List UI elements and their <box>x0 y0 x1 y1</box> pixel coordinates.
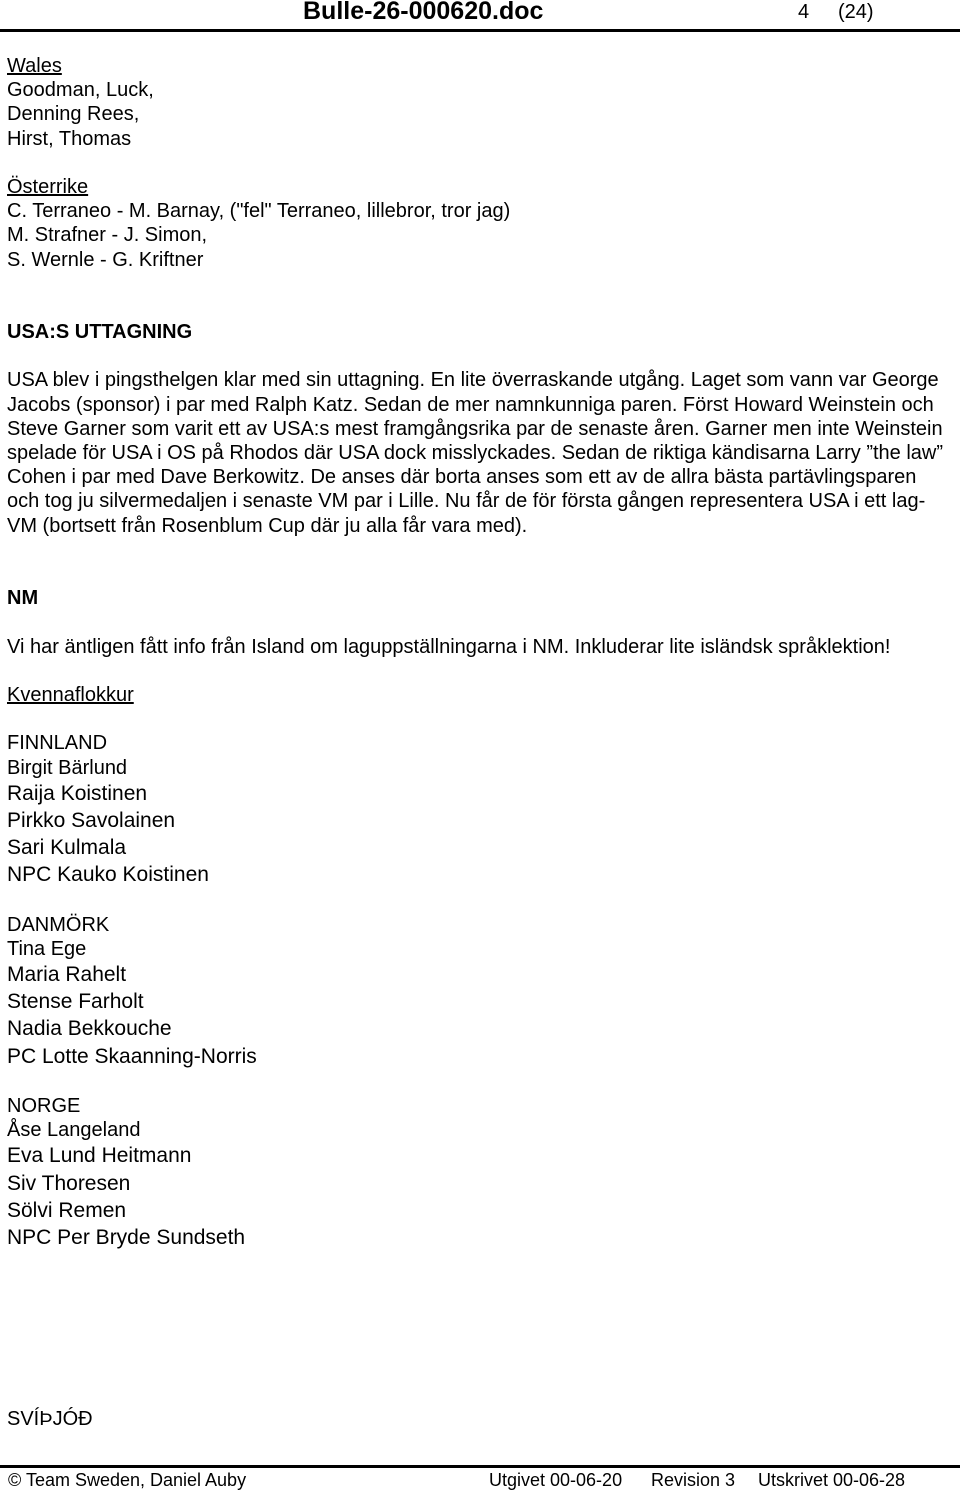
team-member: Maria Rahelt <box>7 963 127 987</box>
document-title: Bulle-26-000620.doc <box>303 0 544 25</box>
team-member: Raija Koistinen <box>7 781 148 805</box>
footer-rule <box>0 1465 960 1468</box>
blank-line <box>7 272 953 296</box>
nm-intro: Vi har äntligen fått info från Island om laguppställningarna i NM. Inkluderar lite isländsk språklektion! <box>7 635 891 658</box>
team-member: Nadia Bekkouche <box>7 1017 172 1041</box>
page-number: 4 <box>798 1 810 23</box>
team-name: DANMÖRK <box>7 913 110 936</box>
footer-printed: Utskrivet 00-06-28 <box>758 1470 906 1490</box>
header-rule <box>0 29 960 32</box>
team-member: Siv Thoresen <box>7 1171 131 1195</box>
footer-revision: Revision 3 <box>651 1470 736 1490</box>
team-member: Tina Ege <box>7 937 87 960</box>
section-heading-usa: USA:S UTTAGNING <box>7 321 193 344</box>
section-heading-osterrike: Österrike <box>7 175 89 198</box>
page-footer <box>0 1469 960 1491</box>
team-member: Pirkko Savolainen <box>7 808 176 832</box>
osterrike-line: S. Wernle - G. Kriftner <box>7 248 204 271</box>
usa-paragraph: USA blev i pingsthelgen klar med sin uttagning. En lite överraskande utgång. Laget som vann var George Jacobs (sponsor) i par med Ralph Katz. Sedan de mer namnkunniga paren. Först Howard Weinstein och Steve Garner som varit ett av USA:s mest framgångsrika par de senaste åren. Garner men inte Weinstein spelade för USA i OS på Rhodos där USA dock misslyckades. Sedan de riktiga kändisarna Larry ”the law” Cohen i par med Dave Berkowitz. De anses där borta anses som ett av de allra bästa partävlingsparen och tog ju silvermedaljen i senaste VM par i Lille. Nu får de för första gången representera USA i ett lag-VM (bortsett från Rosenblum Cup där ju alla får vara med). <box>7 369 944 537</box>
team-captain: PC Lotte Skaanning-Norris <box>7 1044 257 1068</box>
section-heading-wales: Wales <box>7 55 62 77</box>
blank-line <box>7 562 953 586</box>
team-name: NORGE <box>7 1094 81 1117</box>
nm-subheading: Kvennaflokkur <box>7 683 134 706</box>
blank-line <box>7 344 953 368</box>
team-captain: NPC Per Bryde Sundseth <box>7 1225 246 1249</box>
next-team-name: SVÍÞJÓÐ <box>7 1408 93 1430</box>
section-heading-nm: NM <box>7 587 39 610</box>
wales-line: Goodman, Luck, <box>7 79 154 102</box>
blank-line <box>7 707 953 731</box>
wales-line: Hirst, Thomas <box>7 127 132 150</box>
osterrike-line: M. Strafner - J. Simon, <box>7 224 208 247</box>
team-member: Sari Kulmala <box>7 836 127 860</box>
page-header <box>0 0 960 30</box>
team-member: Birgit Bärlund <box>7 756 128 779</box>
team-member: Åse Langeland <box>7 1119 141 1142</box>
team-member: Stense Farholt <box>7 990 144 1014</box>
blank-line <box>7 1070 953 1094</box>
team-captain: NPC Kauko Koistinen <box>7 863 209 887</box>
blank-line <box>7 151 953 175</box>
document-body <box>7 54 953 1251</box>
blank-line <box>7 296 953 320</box>
team-member: Sölvi Remen <box>7 1198 127 1222</box>
page-total: (24) <box>838 1 874 23</box>
blank-line <box>7 610 953 634</box>
blank-line <box>7 538 953 562</box>
team-member: Eva Lund Heitmann <box>7 1144 192 1168</box>
blank-line <box>7 659 953 683</box>
footer-copyright: © Team Sweden, Daniel Auby <box>8 1470 247 1490</box>
team-name: FINNLAND <box>7 732 108 755</box>
blank-line <box>7 888 953 912</box>
footer-published: Utgivet 00-06-20 <box>489 1470 623 1490</box>
wales-line: Denning Rees, <box>7 103 140 126</box>
osterrike-line: C. Terraneo - M. Barnay, ("fel" Terraneo, lillebror, tror jag) <box>7 200 511 223</box>
